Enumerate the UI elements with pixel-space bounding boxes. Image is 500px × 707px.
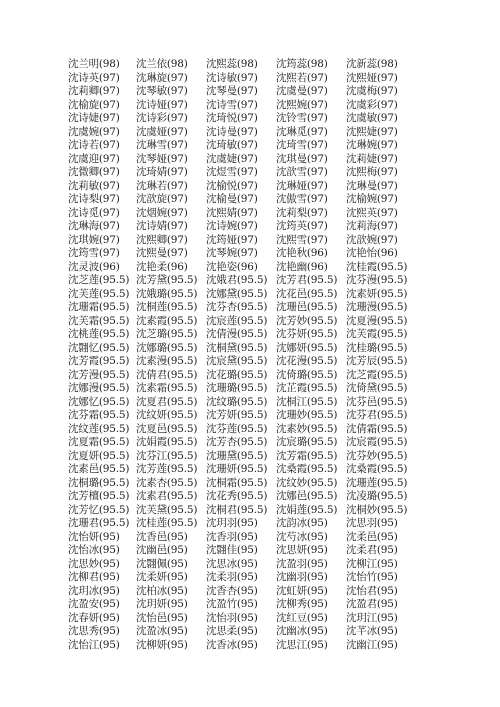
name-entry: 沈桃莲(95.5) [68,328,130,340]
name-entry: 沈珊妙(95.5) [276,409,338,421]
name-entry: 沈柏冰(95) [136,584,188,597]
name-entry: 沈素霞(95.5) [136,314,198,327]
name-entry: 沈盈君(95) [346,598,398,610]
name-entry: 沈娜璐(95.5) [136,341,198,354]
name-entry: 沈芊冰(95) [346,625,398,637]
name-entry: 沈虞婕(97) [206,152,258,165]
name-entry: 沈艳秋(96) [276,247,328,259]
name-entry: 沈诗雪(97) [206,98,258,111]
name-entry: 沈珊璐(95.5) [206,382,268,394]
name-entry: 沈珊漫(95.5) [346,301,408,313]
name-entry: 沈夏漫(95.5) [346,314,408,327]
name-entry: 沈盈竹(95) [206,598,258,610]
name-entry: 沈倚黛(95.5) [346,382,408,394]
name-entry: 沈宸莲(95.5) [206,314,268,327]
name-entry: 沈诗觅(97) [68,206,120,219]
name-entry: 沈娜邑(95.5) [276,490,338,502]
name-entry: 沈桂霞(95.5) [346,260,408,273]
name-entry: 沈倩君(95.5) [136,368,198,381]
name-entry: 沈熙婕(97) [346,125,398,138]
name-entry: 沈珊霜(95.5) [68,301,130,313]
name-entry: 沈怡冰(95) [68,544,120,556]
name-entry: 沈诗若(97) [68,139,120,151]
name-entry: 沈宸黛(95.5) [206,355,268,367]
name-entry: 沈玥羽(95) [206,517,258,529]
name-entry: 沈艳柔(96) [136,260,188,273]
name-entry: 沈琪婉(97) [68,233,120,246]
name-grid [68,58,448,652]
name-entry: 沈诗婕(97) [68,112,120,124]
name-entry: 沈柳君(95) [68,571,120,583]
name-entry: 沈琪曼(97) [276,152,328,165]
name-entry: 沈灵波(96) [68,260,120,273]
name-entry: 沈筠英(97) [276,220,328,232]
name-entry: 沈芙霞(95.5) [346,328,408,340]
name-entry: 沈思羽(95) [346,517,398,529]
name-entry: 沈芳妙(95.5) [276,314,338,327]
name-entry: 沈莉梨(97) [276,206,328,219]
name-entry: 沈芬漫(95.5) [346,274,408,286]
name-entry: 沈芳黛(95.5) [136,274,198,286]
name-entry: 沈榆旋(97) [68,98,120,111]
name-entry: 沈琳旋(97) [136,71,188,84]
name-entry: 沈熙蕊(98) [206,58,258,70]
name-entry: 沈柳妍(95) [136,638,188,651]
name-entry: 沈虞曼(97) [276,85,328,97]
name-entry: 沈琴婉(97) [206,247,258,259]
name-entry: 沈倚璐(95.5) [276,368,338,381]
name-entry: 沈芙霜(95.5) [68,314,130,327]
name-entry: 沈芳漫(95.5) [68,368,130,381]
name-entry: 沈娜妍(95.5) [276,341,338,354]
name-entry: 沈珊君(95.5) [68,517,130,529]
name-entry: 沈芳霜(95.5) [276,449,338,462]
name-entry: 沈诗敏(97) [206,71,258,84]
name-entry: 沈珊莲(95.5) [346,476,408,489]
name-entry: 沈熙婉(97) [276,98,328,111]
name-entry: 沈盈冰(95) [136,625,188,637]
name-entry: 沈诗彩(97) [136,112,188,124]
name-entry: 沈熙曼(97) [136,247,188,259]
name-entry: 沈琴敏(97) [136,85,188,97]
name-entry: 沈珊邑(95.5) [276,301,338,313]
name-entry: 沈桂璐(95.5) [346,341,408,354]
name-entry: 沈芙莲(95.5) [68,287,130,300]
name-entry: 沈桑霞(95.5) [276,463,338,475]
name-entry: 沈芝莲(95.5) [68,274,130,286]
name-entry: 沈芬君(95.5) [346,409,408,421]
name-entry: 沈芷霞(95.5) [276,382,338,394]
name-entry: 沈柔妍(95) [136,571,188,583]
name-entry: 沈玥妍(95) [136,598,188,610]
name-entry: 沈花邑(95.5) [276,287,338,300]
name-entry: 沈娥君(95.5) [206,274,268,286]
name-entry: 沈诗婉(97) [206,220,258,232]
name-entry: 沈芍冰(95) [276,530,328,543]
name-entry: 沈芝璐(95.5) [136,328,198,340]
name-entry: 沈怡竹(95) [346,571,398,583]
name-entry: 沈桐莲(95.5) [136,301,198,313]
name-entry: 沈宸璐(95.5) [276,436,338,448]
name-entry: 沈娜忆(95.5) [68,395,130,408]
name-entry: 沈盈羽(95) [276,557,328,570]
name-entry: 沈素漫(95.5) [136,355,198,367]
name-entry: 沈思秀(95) [68,625,120,637]
name-entry: 沈香邑(95) [136,530,188,543]
name-entry: 沈熙卿(97) [136,233,188,246]
name-entry: 沈熙英(97) [346,206,398,219]
name-entry: 沈榆悦(97) [206,179,258,192]
name-entry: 沈熙若(97) [276,71,328,84]
name-entry: 沈虞娅(97) [136,125,188,138]
name-entry: 沈琦婧(97) [136,166,188,178]
name-entry: 沈翾佳(95) [206,544,258,556]
name-entry: 沈桐霜(95.5) [206,476,268,489]
name-entry: 沈兰明(98) [68,58,120,70]
name-entry: 沈娜漫(95.5) [68,382,130,394]
name-entry: 沈素妍(95.5) [346,287,408,300]
name-entry: 沈思妙(95) [68,557,120,570]
name-entry: 沈筠雪(97) [68,247,120,259]
name-entry: 沈珊黛(95.5) [206,449,268,462]
name-entry: 沈盈安(95) [68,598,120,610]
name-entry: 沈桑霞(95.5) [346,463,408,475]
name-entry: 沈虞敏(97) [346,112,398,124]
name-entry: 沈思妍(95) [276,544,328,556]
name-entry: 沈虞彩(97) [346,98,398,111]
name-entry: 沈素霜(95.5) [136,382,198,394]
name-entry: 沈虞梅(97) [346,85,398,97]
name-entry: 沈铃雪(97) [276,112,328,124]
name-entry: 沈琦悦(97) [206,112,258,124]
name-entry: 沈翾忆(95.5) [68,341,130,354]
name-entry: 沈柳秀(95) [276,598,328,610]
name-entry: 沈幽冰(95) [276,625,328,637]
name-entry: 沈柔羽(95) [206,571,258,583]
name-entry: 沈桐璐(95.5) [68,476,130,489]
name-entry: 沈花漫(95.5) [276,355,338,367]
name-entry: 沈桐江(95.5) [276,395,338,408]
name-entry: 沈芬邑(95.5) [346,395,408,408]
name-entry: 沈诗娅(97) [136,98,188,111]
name-entry: 沈纹璐(95.5) [206,395,268,408]
name-entry: 沈诗英(97) [68,71,120,84]
name-entry: 沈幽邑(95) [136,544,188,556]
name-entry: 沈花璐(95.5) [206,368,268,381]
name-entry: 沈桐黛(95.5) [206,341,268,354]
name-entry: 沈幽江(95) [346,638,398,651]
name-entry: 沈韵冰(95) [276,517,328,529]
name-entry: 沈柔邑(95) [346,530,398,543]
name-entry: 沈夏霜(95.5) [68,436,130,448]
name-entry: 沈琳觅(97) [276,125,328,138]
name-entry: 沈新蕊(98) [346,58,398,70]
name-entry: 沈虞迎(97) [68,152,120,165]
name-entry: 沈琳雪(97) [136,139,188,151]
name-entry: 沈芬江(95.5) [136,449,198,462]
name-entry: 沈纹莲(95.5) [68,422,130,435]
name-entry: 沈桐君(95.5) [206,503,268,516]
name-entry: 沈娜黛(95.5) [206,287,268,300]
name-entry: 沈琳婉(97) [346,139,398,151]
name-entry: 沈琦雪(97) [276,139,328,151]
name-entry: 沈凌璐(95.5) [346,490,408,502]
name-entry: 沈芙黛(95.5) [136,503,198,516]
name-entry: 沈芬妙(95.5) [346,449,408,462]
name-entry: 沈诗婧(97) [136,220,188,232]
name-entry: 沈兰依(98) [136,58,188,70]
name-entry: 沈艳怡(96) [346,247,398,259]
name-list-page [68,58,448,652]
name-entry: 沈艳姿(96) [206,260,258,273]
name-entry: 沈熙雪(97) [276,233,328,246]
name-entry: 沈熙婧(97) [206,206,258,219]
name-entry: 沈柔君(95) [346,544,398,556]
name-entry: 沈歆旋(97) [136,193,188,205]
name-entry: 沈芬杏(95.5) [206,301,268,313]
name-entry: 沈倩漫(95.5) [206,328,268,340]
name-entry: 沈柳江(95) [346,557,398,570]
name-entry: 沈玥冰(95) [68,584,120,597]
name-entry: 沈怡妍(95) [68,530,120,543]
name-entry: 沈芬妍(95.5) [276,328,338,340]
name-entry: 沈桐妙(95.5) [346,503,408,516]
name-entry: 沈微卿(97) [68,166,120,178]
name-entry: 沈素君(95.5) [136,490,198,502]
name-entry: 沈芳君(95.5) [276,274,338,286]
name-entry: 沈香冰(95) [206,638,258,651]
name-entry: 沈榆婉(97) [346,193,398,205]
name-entry: 沈琳曼(97) [346,179,398,192]
name-entry: 沈素妙(95.5) [276,422,338,435]
name-entry: 沈烟婉(97) [136,206,188,219]
name-entry: 沈玥江(95) [346,611,398,624]
name-entry: 沈虹妍(95) [276,584,328,597]
name-entry: 沈芳霞(95.5) [68,355,130,367]
name-entry: 沈莉婕(97) [346,152,398,165]
name-entry: 沈榆曼(97) [206,193,258,205]
name-entry: 沈芳檀(95.5) [68,490,130,502]
name-entry: 沈香羽(95) [206,530,258,543]
name-entry: 沈芳妍(95.5) [206,409,268,421]
name-entry: 沈歆雪(97) [276,166,328,178]
name-entry: 沈宸霞(95.5) [346,436,408,448]
name-entry: 沈珊妍(95.5) [206,463,268,475]
name-entry: 沈倩霜(95.5) [346,422,408,435]
name-entry: 沈芬莲(95.5) [206,422,268,435]
name-entry: 沈琳海(97) [68,220,120,232]
name-entry: 沈艳幽(96) [276,260,328,273]
name-entry: 沈煜雪(97) [206,166,258,178]
name-entry: 沈素邑(95.5) [68,463,130,475]
name-entry: 沈翾佩(95) [136,557,188,570]
name-entry: 沈筠蕊(98) [276,58,328,70]
name-entry: 沈熙梅(97) [346,166,398,178]
name-entry: 沈纹妙(95.5) [276,476,338,489]
name-entry: 沈夏邑(95.5) [136,422,198,435]
name-entry: 沈芳辰(95.5) [346,355,408,367]
name-entry: 沈思柔(95) [206,625,258,637]
name-entry: 沈芳忆(95.5) [68,503,130,516]
name-entry: 沈琦敏(97) [206,139,258,151]
name-entry: 沈素杏(95.5) [136,476,198,489]
name-entry: 沈怡江(95) [68,638,120,651]
name-entry: 沈莉敏(97) [68,179,120,192]
name-entry: 沈芬霜(95.5) [68,409,130,421]
name-entry: 沈琳若(97) [136,179,188,192]
name-entry: 沈桂莲(95.5) [136,517,198,529]
name-entry: 沈娟莲(95.5) [276,503,338,516]
name-entry: 沈夏妍(95.5) [68,449,130,462]
name-entry: 沈虞婉(97) [68,125,120,138]
name-entry: 沈纹妍(95.5) [136,409,198,421]
name-entry: 沈歆婉(97) [346,233,398,246]
name-entry: 沈芳杏(95.5) [206,436,268,448]
name-entry: 沈花秀(95.5) [206,490,268,502]
name-entry: 沈夏君(95.5) [136,395,198,408]
name-entry: 沈思冰(95) [206,557,258,570]
name-entry: 沈思江(95) [276,638,328,651]
name-entry: 沈熙娅(97) [346,71,398,84]
name-entry: 沈香杏(95) [206,584,258,597]
name-entry: 沈琳娅(97) [276,179,328,192]
name-entry: 沈诗曼(97) [206,125,258,138]
name-entry: 沈琴曼(97) [206,85,258,97]
name-entry: 沈诗梨(97) [68,193,120,205]
name-entry: 沈怡君(95) [346,584,398,597]
name-entry: 沈娟霞(95.5) [136,436,198,448]
name-entry: 沈春妍(95) [68,611,120,624]
name-entry: 沈怡羽(95) [206,611,258,624]
name-entry: 沈怡邑(95) [136,611,188,624]
name-entry: 沈红豆(95) [276,611,328,624]
name-entry: 沈筠娅(97) [206,233,258,246]
name-entry: 沈娥璐(95.5) [136,287,198,300]
name-entry: 沈芳莲(95.5) [136,463,198,475]
name-entry: 沈莉卿(97) [68,85,120,97]
name-entry: 沈幽羽(95) [276,571,328,583]
name-entry: 沈傲雪(97) [276,193,328,205]
name-entry: 沈莉海(97) [346,220,398,232]
name-entry: 沈芝霞(95.5) [346,368,408,381]
name-entry: 沈琴娅(97) [136,152,188,165]
